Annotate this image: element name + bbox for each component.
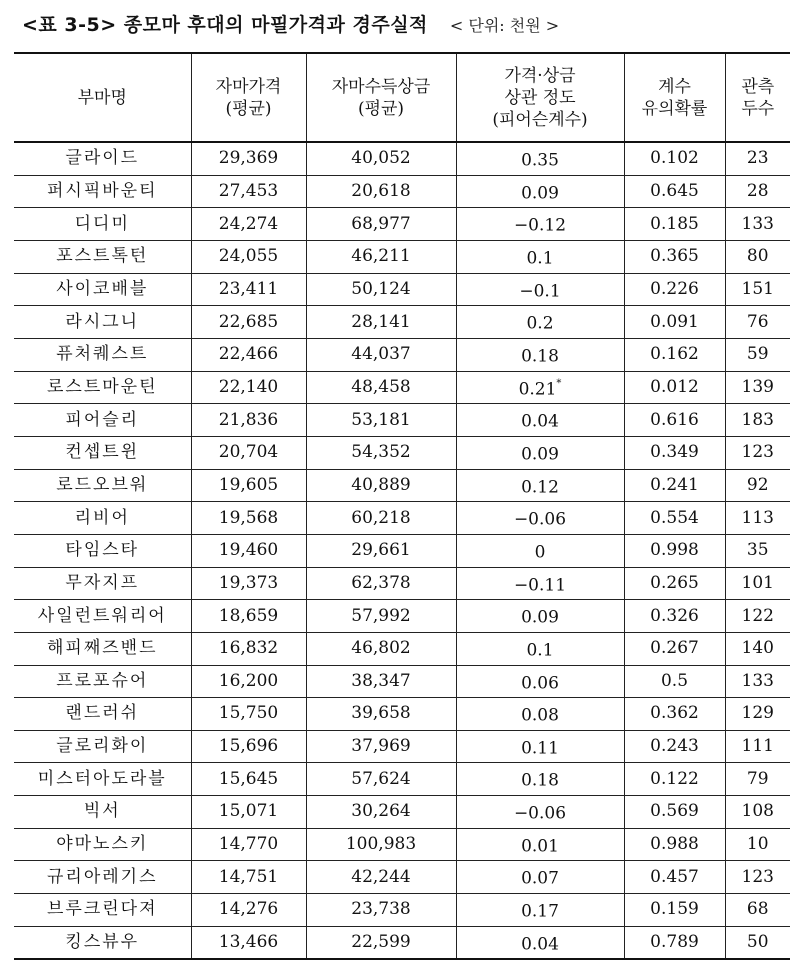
name-cell: 로드오브워 bbox=[14, 469, 191, 502]
name-cell: 미스터아도라블 bbox=[14, 763, 191, 796]
table-row bbox=[14, 338, 790, 371]
table-row bbox=[14, 502, 790, 535]
unit-note: < 단위: 천원 > bbox=[449, 16, 560, 35]
count-cell: 101 bbox=[725, 567, 790, 600]
significance-cell: 0.122 bbox=[624, 763, 725, 796]
correlation-cell: 0.18 bbox=[456, 763, 624, 796]
significance-cell: 0.569 bbox=[624, 796, 725, 829]
correlation-cell: 0.09 bbox=[456, 600, 624, 633]
correlation-cell: 0.09 bbox=[456, 436, 624, 469]
significance-cell: 0.091 bbox=[624, 306, 725, 339]
prize-cell: 46,802 bbox=[306, 632, 456, 665]
prize-cell: 44,037 bbox=[306, 338, 456, 371]
name-cell: 글로리화이 bbox=[14, 730, 191, 763]
significance-cell: 0.789 bbox=[624, 926, 725, 959]
name-cell: 피어슬리 bbox=[14, 404, 191, 437]
results-table bbox=[14, 52, 790, 960]
name-cell: 포스트톡턴 bbox=[14, 240, 191, 273]
count-cell: 92 bbox=[725, 469, 790, 502]
table-row bbox=[14, 763, 790, 796]
price-cell: 21,836 bbox=[191, 404, 306, 437]
name-cell: 로스트마운틴 bbox=[14, 371, 191, 404]
price-cell: 19,373 bbox=[191, 567, 306, 600]
table-row bbox=[14, 371, 790, 404]
count-cell: 183 bbox=[725, 404, 790, 437]
table-row bbox=[14, 665, 790, 698]
significance-cell: 0.102 bbox=[624, 142, 725, 175]
name-cell: 디디미 bbox=[14, 208, 191, 241]
price-cell: 15,071 bbox=[191, 796, 306, 829]
name-cell: 랜드러쉬 bbox=[14, 698, 191, 731]
correlation-cell: 0.2 bbox=[456, 306, 624, 339]
table-row bbox=[14, 926, 790, 959]
price-cell: 20,704 bbox=[191, 436, 306, 469]
price-cell: 22,685 bbox=[191, 306, 306, 339]
price-cell: 22,140 bbox=[191, 371, 306, 404]
correlation-cell: 0.06 bbox=[456, 665, 624, 698]
name-cell: 사이코배블 bbox=[14, 273, 191, 306]
significance-cell: 0.185 bbox=[624, 208, 725, 241]
prize-cell: 68,977 bbox=[306, 208, 456, 241]
price-cell: 16,832 bbox=[191, 632, 306, 665]
table-row bbox=[14, 567, 790, 600]
count-cell: 122 bbox=[725, 600, 790, 633]
name-cell: 퍼시픽바운티 bbox=[14, 175, 191, 208]
count-cell: 139 bbox=[725, 371, 790, 404]
prize-cell: 37,969 bbox=[306, 730, 456, 763]
price-cell: 14,276 bbox=[191, 894, 306, 927]
table-row bbox=[14, 404, 790, 437]
significance-mark: * bbox=[556, 377, 562, 389]
correlation-cell: 0 bbox=[456, 534, 624, 567]
price-cell: 19,460 bbox=[191, 534, 306, 567]
header-row bbox=[14, 53, 790, 142]
correlation-cell: 0.1 bbox=[456, 632, 624, 665]
table-row bbox=[14, 698, 790, 731]
price-cell: 22,466 bbox=[191, 338, 306, 371]
correlation-cell: 0.04 bbox=[456, 926, 624, 959]
header-correlation: 가격·상금 상관 정도 (피어슨계수) bbox=[456, 53, 624, 142]
price-cell: 15,750 bbox=[191, 698, 306, 731]
table-row bbox=[14, 894, 790, 927]
name-cell: 리비어 bbox=[14, 502, 191, 535]
prize-cell: 48,458 bbox=[306, 371, 456, 404]
correlation-cell: 0.08 bbox=[456, 698, 624, 731]
count-cell: 113 bbox=[725, 502, 790, 535]
prize-cell: 50,124 bbox=[306, 273, 456, 306]
prize-cell: 38,347 bbox=[306, 665, 456, 698]
significance-cell: 0.998 bbox=[624, 534, 725, 567]
table-row bbox=[14, 273, 790, 306]
count-cell: 68 bbox=[725, 894, 790, 927]
name-cell: 빅서 bbox=[14, 796, 191, 829]
correlation-cell: −0.12 bbox=[456, 208, 624, 241]
table-row bbox=[14, 436, 790, 469]
title-row bbox=[22, 10, 559, 44]
prize-cell: 42,244 bbox=[306, 861, 456, 894]
correlation-cell: −0.11 bbox=[456, 567, 624, 600]
name-cell: 해피째즈밴드 bbox=[14, 632, 191, 665]
table-row bbox=[14, 534, 790, 567]
prize-cell: 29,661 bbox=[306, 534, 456, 567]
name-cell: 컨셉트윈 bbox=[14, 436, 191, 469]
table-row bbox=[14, 175, 790, 208]
significance-cell: 0.616 bbox=[624, 404, 725, 437]
significance-cell: 0.554 bbox=[624, 502, 725, 535]
table-row bbox=[14, 306, 790, 339]
count-cell: 111 bbox=[725, 730, 790, 763]
count-cell: 123 bbox=[725, 861, 790, 894]
table-row bbox=[14, 142, 790, 175]
significance-cell: 0.326 bbox=[624, 600, 725, 633]
price-cell: 24,055 bbox=[191, 240, 306, 273]
price-cell: 27,453 bbox=[191, 175, 306, 208]
prize-cell: 46,211 bbox=[306, 240, 456, 273]
count-cell: 10 bbox=[725, 828, 790, 861]
correlation-cell: 0.04 bbox=[456, 404, 624, 437]
prize-cell: 57,992 bbox=[306, 600, 456, 633]
header-price: 자마가격 (평균) bbox=[191, 53, 306, 142]
significance-cell: 0.349 bbox=[624, 436, 725, 469]
header-prize: 자마수득상금 (평균) bbox=[306, 53, 456, 142]
table-row bbox=[14, 796, 790, 829]
prize-cell: 28,141 bbox=[306, 306, 456, 339]
correlation-cell: 0.21* bbox=[456, 371, 624, 404]
prize-cell: 53,181 bbox=[306, 404, 456, 437]
prize-cell: 39,658 bbox=[306, 698, 456, 731]
prize-cell: 23,738 bbox=[306, 894, 456, 927]
significance-cell: 0.226 bbox=[624, 273, 725, 306]
significance-cell: 0.645 bbox=[624, 175, 725, 208]
price-cell: 19,605 bbox=[191, 469, 306, 502]
significance-cell: 0.265 bbox=[624, 567, 725, 600]
correlation-cell: 0.1 bbox=[456, 240, 624, 273]
price-cell: 15,645 bbox=[191, 763, 306, 796]
count-cell: 133 bbox=[725, 208, 790, 241]
significance-cell: 0.243 bbox=[624, 730, 725, 763]
table-row bbox=[14, 828, 790, 861]
price-cell: 13,466 bbox=[191, 926, 306, 959]
prize-cell: 54,352 bbox=[306, 436, 456, 469]
count-cell: 59 bbox=[725, 338, 790, 371]
name-cell: 퓨처퀘스트 bbox=[14, 338, 191, 371]
correlation-cell: 0.18 bbox=[456, 338, 624, 371]
prize-cell: 22,599 bbox=[306, 926, 456, 959]
correlation-cell: 0.17 bbox=[456, 894, 624, 927]
count-cell: 133 bbox=[725, 665, 790, 698]
count-cell: 80 bbox=[725, 240, 790, 273]
correlation-cell: −0.1 bbox=[456, 273, 624, 306]
prize-cell: 57,624 bbox=[306, 763, 456, 796]
name-cell: 사일런트워리어 bbox=[14, 600, 191, 633]
count-cell: 129 bbox=[725, 698, 790, 731]
correlation-cell: 0.07 bbox=[456, 861, 624, 894]
price-cell: 18,659 bbox=[191, 600, 306, 633]
correlation-cell: 0.12 bbox=[456, 469, 624, 502]
name-cell: 규리아레기스 bbox=[14, 861, 191, 894]
price-cell: 15,696 bbox=[191, 730, 306, 763]
significance-cell: 0.267 bbox=[624, 632, 725, 665]
price-cell: 14,751 bbox=[191, 861, 306, 894]
correlation-cell: 0.01 bbox=[456, 828, 624, 861]
significance-cell: 0.159 bbox=[624, 894, 725, 927]
price-cell: 24,274 bbox=[191, 208, 306, 241]
table-row bbox=[14, 730, 790, 763]
count-cell: 140 bbox=[725, 632, 790, 665]
significance-cell: 0.365 bbox=[624, 240, 725, 273]
prize-cell: 60,218 bbox=[306, 502, 456, 535]
name-cell: 무자지프 bbox=[14, 567, 191, 600]
name-cell: 킹스뷰우 bbox=[14, 926, 191, 959]
name-cell: 프로포슈어 bbox=[14, 665, 191, 698]
count-cell: 79 bbox=[725, 763, 790, 796]
table-row bbox=[14, 632, 790, 665]
significance-cell: 0.012 bbox=[624, 371, 725, 404]
correlation-cell: −0.06 bbox=[456, 502, 624, 535]
count-cell: 76 bbox=[725, 306, 790, 339]
name-cell: 라시그니 bbox=[14, 306, 191, 339]
prize-cell: 30,264 bbox=[306, 796, 456, 829]
significance-cell: 0.362 bbox=[624, 698, 725, 731]
price-cell: 29,369 bbox=[191, 142, 306, 175]
significance-cell: 0.988 bbox=[624, 828, 725, 861]
count-cell: 28 bbox=[725, 175, 790, 208]
table-row bbox=[14, 208, 790, 241]
correlation-cell: 0.11 bbox=[456, 730, 624, 763]
prize-cell: 40,052 bbox=[306, 142, 456, 175]
price-cell: 23,411 bbox=[191, 273, 306, 306]
header-count: 관측 두수 bbox=[725, 53, 790, 142]
significance-cell: 0.457 bbox=[624, 861, 725, 894]
count-cell: 50 bbox=[725, 926, 790, 959]
price-cell: 14,770 bbox=[191, 828, 306, 861]
table-row bbox=[14, 469, 790, 502]
prize-cell: 62,378 bbox=[306, 567, 456, 600]
count-cell: 151 bbox=[725, 273, 790, 306]
prize-cell: 20,618 bbox=[306, 175, 456, 208]
count-cell: 123 bbox=[725, 436, 790, 469]
header-name: 부마명 bbox=[14, 53, 191, 142]
table-body bbox=[14, 142, 790, 959]
table-title: <표 3-5> 종모마 후대의 마필가격과 경주실적 bbox=[22, 14, 428, 36]
header-significance: 계수 유의확률 bbox=[624, 53, 725, 142]
correlation-cell: −0.06 bbox=[456, 796, 624, 829]
table-row bbox=[14, 861, 790, 894]
name-cell: 타임스타 bbox=[14, 534, 191, 567]
prize-cell: 40,889 bbox=[306, 469, 456, 502]
significance-cell: 0.241 bbox=[624, 469, 725, 502]
name-cell: 글라이드 bbox=[14, 142, 191, 175]
name-cell: 야마노스키 bbox=[14, 828, 191, 861]
significance-cell: 0.5 bbox=[624, 665, 725, 698]
count-cell: 108 bbox=[725, 796, 790, 829]
table-row bbox=[14, 600, 790, 633]
correlation-cell: 0.35 bbox=[456, 142, 624, 175]
significance-cell: 0.162 bbox=[624, 338, 725, 371]
correlation-cell: 0.09 bbox=[456, 175, 624, 208]
table-row bbox=[14, 240, 790, 273]
price-cell: 16,200 bbox=[191, 665, 306, 698]
count-cell: 35 bbox=[725, 534, 790, 567]
count-cell: 23 bbox=[725, 142, 790, 175]
name-cell: 브루크린다져 bbox=[14, 894, 191, 927]
price-cell: 19,568 bbox=[191, 502, 306, 535]
prize-cell: 100,983 bbox=[306, 828, 456, 861]
